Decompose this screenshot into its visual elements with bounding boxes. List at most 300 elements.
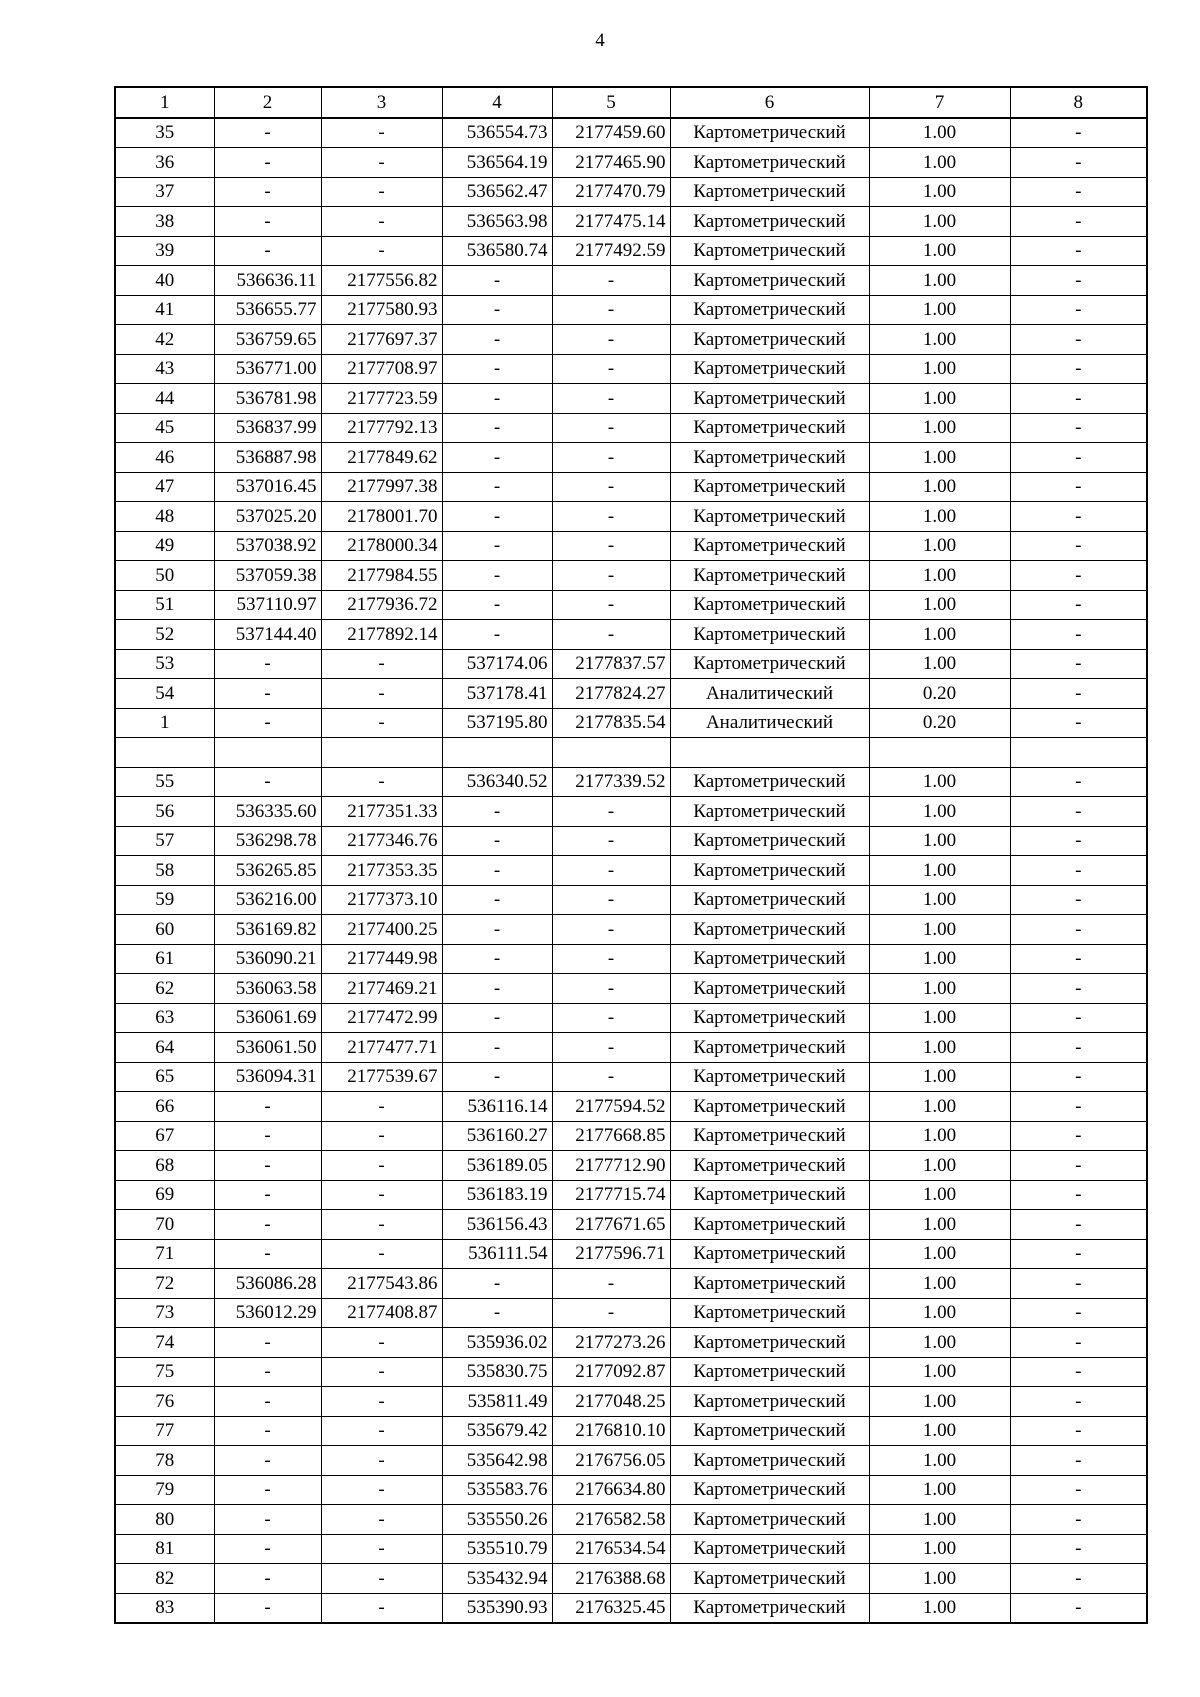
table-cell: - <box>1010 1534 1147 1564</box>
table-cell: 2177715.74 <box>552 1180 670 1210</box>
table-cell: - <box>321 1121 442 1151</box>
table-cell: - <box>321 1387 442 1417</box>
table-cell: 536340.52 <box>442 767 552 797</box>
table-cell: 45 <box>115 413 214 443</box>
table-cell: - <box>442 1298 552 1328</box>
table-cell: - <box>1010 118 1147 148</box>
table-cell: 0.20 <box>869 708 1010 738</box>
table-cell: 35 <box>115 118 214 148</box>
table-cell: - <box>321 679 442 709</box>
table-cell: 536580.74 <box>442 236 552 266</box>
table-cell: - <box>321 1416 442 1446</box>
table-cell: - <box>442 561 552 591</box>
table-cell: 2177539.67 <box>321 1062 442 1092</box>
table-cell: - <box>552 413 670 443</box>
table-cell: 73 <box>115 1298 214 1328</box>
table-cell: 54 <box>115 679 214 709</box>
table-cell: Картометрический <box>670 384 869 414</box>
table-cell: - <box>1010 1387 1147 1417</box>
table-cell: - <box>442 856 552 886</box>
table-cell: 59 <box>115 885 214 915</box>
table-cell: Картометрический <box>670 856 869 886</box>
table-cell: 42 <box>115 325 214 355</box>
table-cell: - <box>321 1593 442 1623</box>
table-cell: 535390.93 <box>442 1593 552 1623</box>
table-cell: - <box>1010 767 1147 797</box>
table-cell: - <box>442 1269 552 1299</box>
table-cell: Картометрический <box>670 118 869 148</box>
table-cell: 1.00 <box>869 266 1010 296</box>
table-cell: 2177708.97 <box>321 354 442 384</box>
table-cell: 536771.00 <box>214 354 321 384</box>
table-row <box>115 1239 1147 1269</box>
table-cell: 2177668.85 <box>552 1121 670 1151</box>
table-cell: 2176582.58 <box>552 1505 670 1535</box>
table-row <box>115 1475 1147 1505</box>
table-cell: - <box>1010 1564 1147 1594</box>
table-cell: - <box>321 1475 442 1505</box>
table-cell: 1 <box>115 708 214 738</box>
table-cell: 1.00 <box>869 1269 1010 1299</box>
table-cell: - <box>552 384 670 414</box>
table-cell: 1.00 <box>869 1298 1010 1328</box>
table-cell: - <box>1010 797 1147 827</box>
table-cell: 537110.97 <box>214 590 321 620</box>
table-cell: 1.00 <box>869 1210 1010 1240</box>
table-cell: - <box>214 118 321 148</box>
table-cell: Картометрический <box>670 1593 869 1623</box>
table-cell: 69 <box>115 1180 214 1210</box>
table-cell: Картометрический <box>670 1416 869 1446</box>
table-cell: - <box>321 649 442 679</box>
table-cell: Картометрический <box>670 1033 869 1063</box>
table-cell: - <box>552 797 670 827</box>
table-cell: 2177697.37 <box>321 325 442 355</box>
table-cell: 1.00 <box>869 1475 1010 1505</box>
table-row <box>115 1593 1147 1623</box>
table-cell: - <box>1010 1593 1147 1623</box>
table-cell: 1.00 <box>869 502 1010 532</box>
table-cell: - <box>321 1564 442 1594</box>
table-row <box>115 266 1147 296</box>
table-cell: 2177408.87 <box>321 1298 442 1328</box>
table-cell <box>670 738 869 768</box>
table-cell: - <box>321 118 442 148</box>
table-cell: 1.00 <box>869 325 1010 355</box>
table-row <box>115 1151 1147 1181</box>
table-cell: 2177273.26 <box>552 1328 670 1358</box>
table-cell: 64 <box>115 1033 214 1063</box>
table-cell: Картометрический <box>670 1180 869 1210</box>
table-cell: 66 <box>115 1092 214 1122</box>
table-row <box>115 1357 1147 1387</box>
table-cell: 39 <box>115 236 214 266</box>
table-row <box>115 1210 1147 1240</box>
table-cell <box>214 738 321 768</box>
table-cell: 2176756.05 <box>552 1446 670 1476</box>
table-cell: 2177556.82 <box>321 266 442 296</box>
table-cell: 1.00 <box>869 177 1010 207</box>
table-cell: 1.00 <box>869 118 1010 148</box>
table-cell: 2177723.59 <box>321 384 442 414</box>
table-cell: Картометрический <box>670 1446 869 1476</box>
table-cell: 0.20 <box>869 679 1010 709</box>
table-cell: - <box>552 944 670 974</box>
table-cell: - <box>552 354 670 384</box>
table-cell: 2177997.38 <box>321 472 442 502</box>
table-cell: 2177837.57 <box>552 649 670 679</box>
table-cell: Картометрический <box>670 207 869 237</box>
table-cell: - <box>552 502 670 532</box>
table-cell <box>552 738 670 768</box>
table-cell: 2177459.60 <box>552 118 670 148</box>
table-cell: Картометрический <box>670 1387 869 1417</box>
table-cell: - <box>321 236 442 266</box>
table-cell: 60 <box>115 915 214 945</box>
table-cell: Картометрический <box>670 1505 869 1535</box>
table-cell: - <box>321 708 442 738</box>
table-cell: - <box>1010 148 1147 178</box>
table-cell: - <box>442 413 552 443</box>
table-cell: - <box>214 649 321 679</box>
table-cell: - <box>214 1416 321 1446</box>
table-cell: 2177351.33 <box>321 797 442 827</box>
table-cell: - <box>442 1062 552 1092</box>
table-row <box>115 1564 1147 1594</box>
table-cell: - <box>214 679 321 709</box>
table-row <box>115 1387 1147 1417</box>
table-row <box>115 767 1147 797</box>
table-cell: Картометрический <box>670 1564 869 1594</box>
table-cell: 2176534.54 <box>552 1534 670 1564</box>
table-cell: Картометрический <box>670 1475 869 1505</box>
table-cell: 2177339.52 <box>552 767 670 797</box>
table-row <box>115 1033 1147 1063</box>
table-cell: 2177835.54 <box>552 708 670 738</box>
table-cell: - <box>214 1475 321 1505</box>
table-cell: 1.00 <box>869 1416 1010 1446</box>
table-cell: Аналитический <box>670 679 869 709</box>
table-cell: 535510.79 <box>442 1534 552 1564</box>
table-cell: Картометрический <box>670 1121 869 1151</box>
table-cell: - <box>214 177 321 207</box>
table-row <box>115 325 1147 355</box>
table-cell: - <box>552 531 670 561</box>
table-cell: 77 <box>115 1416 214 1446</box>
table-cell: 1.00 <box>869 443 1010 473</box>
table-cell: 535583.76 <box>442 1475 552 1505</box>
table-cell: - <box>214 1564 321 1594</box>
table-cell <box>321 738 442 768</box>
table-cell: 1.00 <box>869 1033 1010 1063</box>
table-cell: 1.00 <box>869 915 1010 945</box>
table-row <box>115 118 1147 148</box>
table-cell: Картометрический <box>670 885 869 915</box>
table-cell: - <box>214 767 321 797</box>
table-cell: 2176634.80 <box>552 1475 670 1505</box>
table-cell: 1.00 <box>869 797 1010 827</box>
table-cell: - <box>214 1593 321 1623</box>
column-header: 8 <box>1010 87 1147 118</box>
table-cell: 1.00 <box>869 1534 1010 1564</box>
table-row <box>115 354 1147 384</box>
table-row <box>115 1298 1147 1328</box>
table-cell: 536086.28 <box>214 1269 321 1299</box>
table-cell: Картометрический <box>670 413 869 443</box>
table-cell: 535432.94 <box>442 1564 552 1594</box>
table-cell: - <box>442 384 552 414</box>
column-header: 1 <box>115 87 214 118</box>
table-cell: - <box>321 1239 442 1269</box>
table-cell: - <box>1010 944 1147 974</box>
table-cell: - <box>1010 915 1147 945</box>
column-header: 3 <box>321 87 442 118</box>
table-cell: 2177092.87 <box>552 1357 670 1387</box>
table-cell: 535679.42 <box>442 1416 552 1446</box>
table-row <box>115 561 1147 591</box>
table-row <box>115 1534 1147 1564</box>
table-cell: 43 <box>115 354 214 384</box>
table-cell: 2177824.27 <box>552 679 670 709</box>
table-cell: 1.00 <box>869 295 1010 325</box>
column-header: 5 <box>552 87 670 118</box>
table-cell: Картометрический <box>670 177 869 207</box>
table-cell: 536298.78 <box>214 826 321 856</box>
table-cell: 2176810.10 <box>552 1416 670 1446</box>
table-cell <box>442 738 552 768</box>
table-cell: - <box>1010 325 1147 355</box>
table-cell: 536636.11 <box>214 266 321 296</box>
table-cell: 1.00 <box>869 354 1010 384</box>
table-cell: - <box>442 295 552 325</box>
table-cell: - <box>1010 708 1147 738</box>
table-cell: 1.00 <box>869 856 1010 886</box>
table-row <box>115 974 1147 1004</box>
table-row <box>115 826 1147 856</box>
table-cell: - <box>1010 1416 1147 1446</box>
table-cell: 62 <box>115 974 214 1004</box>
table-cell: - <box>1010 384 1147 414</box>
table-cell: Картометрический <box>670 1092 869 1122</box>
table-cell: 536116.14 <box>442 1092 552 1122</box>
table-cell: Картометрический <box>670 1534 869 1564</box>
table-cell: 1.00 <box>869 649 1010 679</box>
table-cell: 2177671.65 <box>552 1210 670 1240</box>
table-cell: - <box>1010 1298 1147 1328</box>
table-cell: - <box>552 885 670 915</box>
table-cell: - <box>214 1151 321 1181</box>
table-cell: - <box>552 974 670 1004</box>
table-cell: - <box>442 590 552 620</box>
table-row <box>115 177 1147 207</box>
table-cell: - <box>552 443 670 473</box>
table-cell: - <box>1010 531 1147 561</box>
table-cell: 68 <box>115 1151 214 1181</box>
table-cell: 1.00 <box>869 1239 1010 1269</box>
table-cell: 536061.69 <box>214 1003 321 1033</box>
table-cell: - <box>1010 561 1147 591</box>
table-cell: - <box>1010 1505 1147 1535</box>
table-cell: Картометрический <box>670 561 869 591</box>
page-number: 4 <box>595 30 605 51</box>
table-cell: - <box>552 1033 670 1063</box>
table-cell: - <box>1010 826 1147 856</box>
table-cell: - <box>1010 1151 1147 1181</box>
table-cell: 537016.45 <box>214 472 321 502</box>
table-cell: 537144.40 <box>214 620 321 650</box>
table-cell: 1.00 <box>869 944 1010 974</box>
table-cell: Картометрический <box>670 944 869 974</box>
table-cell: - <box>442 325 552 355</box>
table-cell: 81 <box>115 1534 214 1564</box>
table-body <box>115 118 1147 1624</box>
table-cell: - <box>214 1092 321 1122</box>
table-cell: 1.00 <box>869 1505 1010 1535</box>
table-cell: - <box>214 1121 321 1151</box>
table-cell: 1.00 <box>869 1357 1010 1387</box>
table-cell: 536189.05 <box>442 1151 552 1181</box>
table-cell: 78 <box>115 1446 214 1476</box>
table-cell: - <box>442 502 552 532</box>
table-cell: - <box>1010 443 1147 473</box>
table-cell: 1.00 <box>869 148 1010 178</box>
table-cell: 2177477.71 <box>321 1033 442 1063</box>
table-cell: 2177892.14 <box>321 620 442 650</box>
table-cell: - <box>552 915 670 945</box>
table-cell: 2178000.34 <box>321 531 442 561</box>
table-cell: 2177048.25 <box>552 1387 670 1417</box>
table-cell: 536090.21 <box>214 944 321 974</box>
table-cell: - <box>552 590 670 620</box>
table-row <box>115 413 1147 443</box>
table-row <box>115 679 1147 709</box>
table-cell: 1.00 <box>869 561 1010 591</box>
table-row <box>115 236 1147 266</box>
table-cell: 1.00 <box>869 1387 1010 1417</box>
table-cell: - <box>321 207 442 237</box>
table-cell: 1.00 <box>869 826 1010 856</box>
table-cell: Картометрический <box>670 531 869 561</box>
table-cell: 537195.80 <box>442 708 552 738</box>
table-cell: 2177400.25 <box>321 915 442 945</box>
table-cell: 536265.85 <box>214 856 321 886</box>
table-cell: 82 <box>115 1564 214 1594</box>
table-cell: - <box>1010 413 1147 443</box>
table-row <box>115 384 1147 414</box>
table-cell: 79 <box>115 1475 214 1505</box>
table-cell: 2177472.99 <box>321 1003 442 1033</box>
table-cell: 2177475.14 <box>552 207 670 237</box>
table-cell: Картометрический <box>670 502 869 532</box>
table-row <box>115 856 1147 886</box>
table-row <box>115 885 1147 915</box>
table-cell: - <box>1010 502 1147 532</box>
table-cell: - <box>442 797 552 827</box>
table-cell: - <box>442 1003 552 1033</box>
table-cell: - <box>321 1210 442 1240</box>
table-row <box>115 531 1147 561</box>
table-cell: 1.00 <box>869 1446 1010 1476</box>
table-cell: - <box>214 1387 321 1417</box>
table-cell: 2177353.35 <box>321 856 442 886</box>
table-cell: 537059.38 <box>214 561 321 591</box>
table-cell: 48 <box>115 502 214 532</box>
table-cell: 536183.19 <box>442 1180 552 1210</box>
table-cell: 70 <box>115 1210 214 1240</box>
table-row <box>115 620 1147 650</box>
table-cell: - <box>1010 679 1147 709</box>
table-cell: - <box>1010 1328 1147 1358</box>
table-cell: 80 <box>115 1505 214 1535</box>
table-cell: - <box>1010 1475 1147 1505</box>
table-cell: 37 <box>115 177 214 207</box>
table-cell: 537178.41 <box>442 679 552 709</box>
table-cell: 76 <box>115 1387 214 1417</box>
table-cell: - <box>321 1446 442 1476</box>
table-cell: 536564.19 <box>442 148 552 178</box>
table-row <box>115 797 1147 827</box>
table-cell: - <box>1010 856 1147 886</box>
table-cell: - <box>552 826 670 856</box>
table-row <box>115 1062 1147 1092</box>
table-cell: 2177465.90 <box>552 148 670 178</box>
table-row <box>115 148 1147 178</box>
table-cell: 1.00 <box>869 1151 1010 1181</box>
table-cell: 63 <box>115 1003 214 1033</box>
table-cell: - <box>552 472 670 502</box>
table-cell: Картометрический <box>670 1269 869 1299</box>
table-cell: - <box>321 1357 442 1387</box>
table-cell: - <box>214 236 321 266</box>
table-cell: Картометрический <box>670 826 869 856</box>
table-cell: 1.00 <box>869 1180 1010 1210</box>
table-cell: - <box>1010 590 1147 620</box>
table-cell: 2177346.76 <box>321 826 442 856</box>
table-cell: 53 <box>115 649 214 679</box>
table-cell: - <box>552 856 670 886</box>
table-cell: - <box>321 767 442 797</box>
table-cell: - <box>321 177 442 207</box>
table-cell: - <box>321 1328 442 1358</box>
table-cell: 1.00 <box>869 1003 1010 1033</box>
table-cell: 50 <box>115 561 214 591</box>
table-row <box>115 1505 1147 1535</box>
table-cell: Картометрический <box>670 443 869 473</box>
table-cell: 74 <box>115 1328 214 1358</box>
table-cell: 536156.43 <box>442 1210 552 1240</box>
table-cell: 536335.60 <box>214 797 321 827</box>
table-cell: - <box>321 1534 442 1564</box>
table-cell: 1.00 <box>869 236 1010 266</box>
table-cell: - <box>1010 974 1147 1004</box>
table-cell: - <box>1010 472 1147 502</box>
table-cell: 67 <box>115 1121 214 1151</box>
table-cell: - <box>442 443 552 473</box>
table-cell: - <box>1010 295 1147 325</box>
table-cell: 2177469.21 <box>321 974 442 1004</box>
table-cell: - <box>1010 1003 1147 1033</box>
table-cell: 535936.02 <box>442 1328 552 1358</box>
table-cell: - <box>442 944 552 974</box>
table-cell: - <box>321 1180 442 1210</box>
table-cell: - <box>321 148 442 178</box>
table-row <box>115 590 1147 620</box>
table-cell: 535550.26 <box>442 1505 552 1535</box>
table-cell: - <box>1010 354 1147 384</box>
table-cell: 1.00 <box>869 1564 1010 1594</box>
table-cell: 46 <box>115 443 214 473</box>
table-cell: - <box>1010 1033 1147 1063</box>
